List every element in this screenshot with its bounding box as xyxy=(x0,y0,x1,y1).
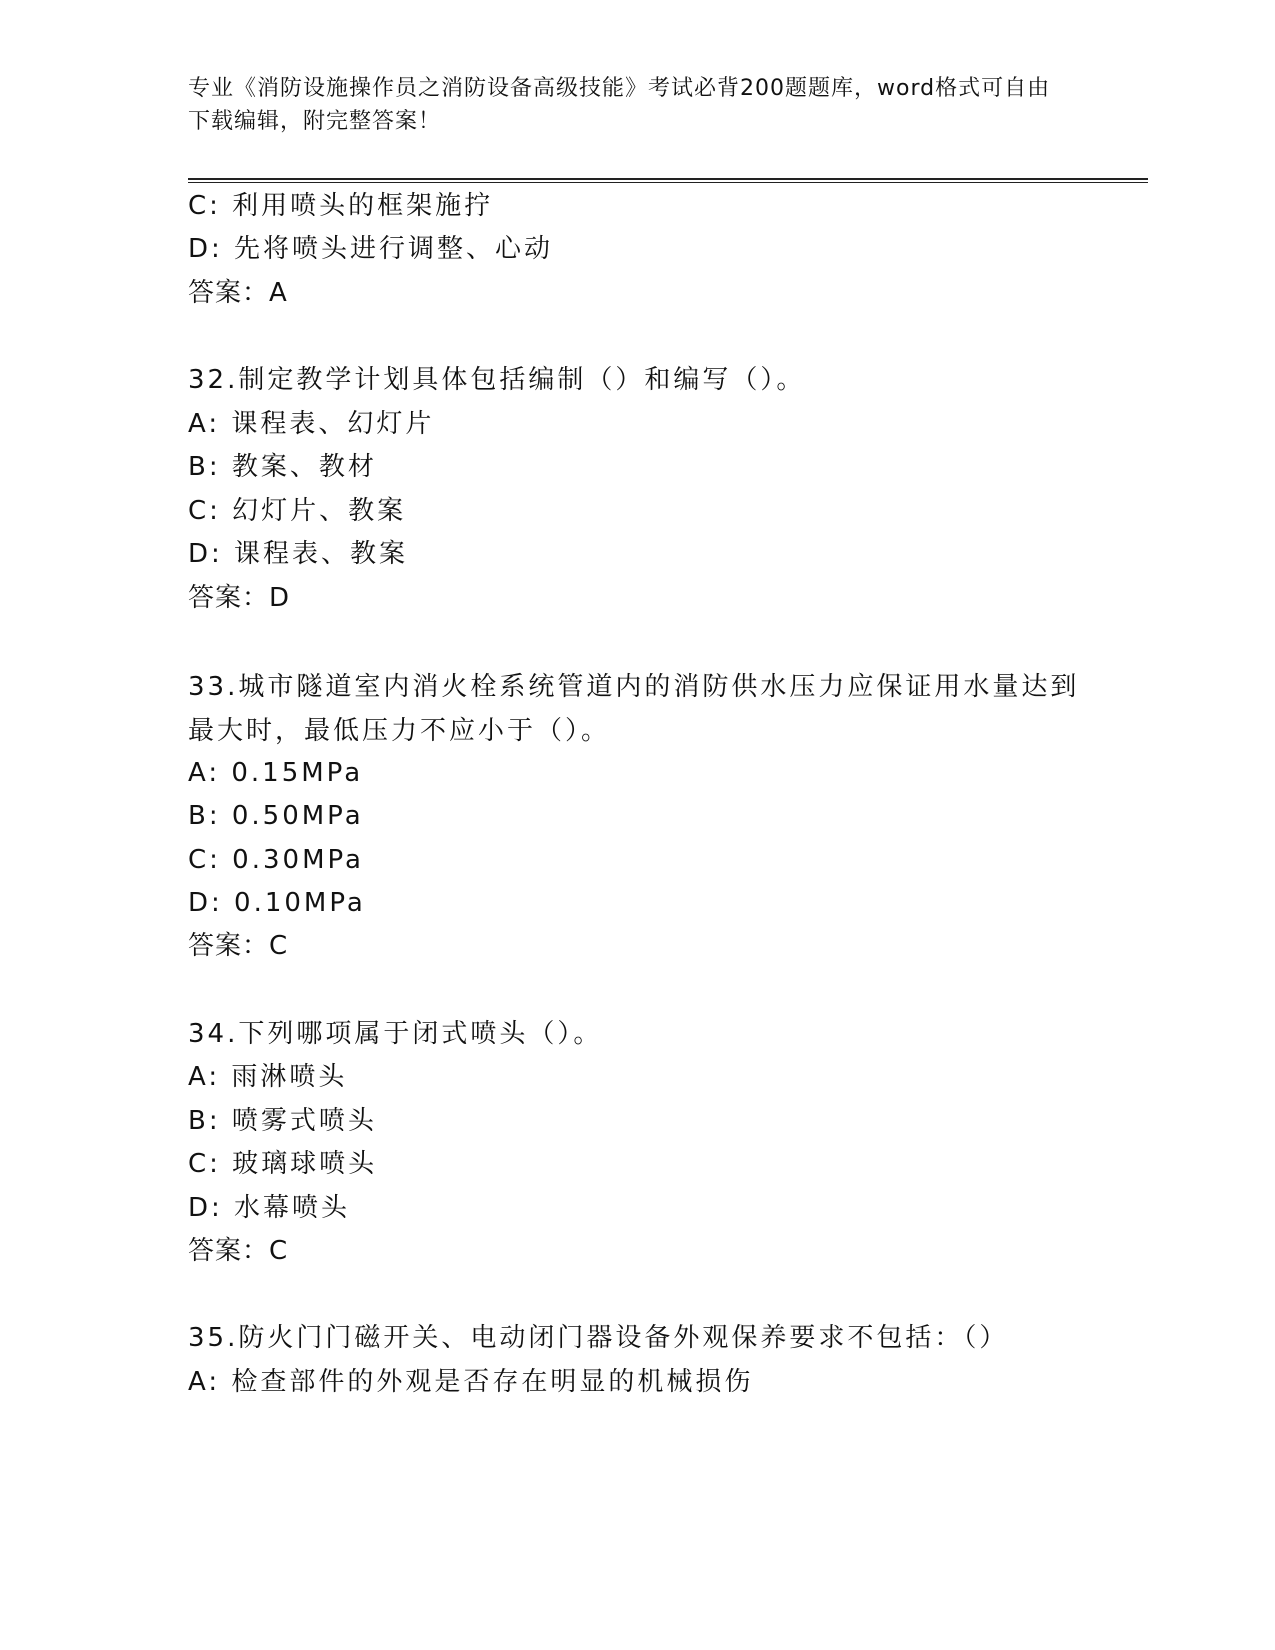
answer: 答案：D xyxy=(188,583,291,613)
option-a: A: 雨淋喷头 xyxy=(188,1062,348,1092)
option-d: D: 水幕喷头 xyxy=(188,1193,351,1223)
option-d: D: 课程表、教案 xyxy=(188,539,409,569)
option-c: C: 玻璃球喷头 xyxy=(188,1149,378,1179)
option-c: C: 0.30MPa xyxy=(188,845,364,875)
option-b: B: 0.50MPa xyxy=(188,801,364,831)
header-divider xyxy=(188,178,1148,183)
option-a: A: 检查部件的外观是否存在明显的机械损伤 xyxy=(188,1367,754,1397)
question-34: 34.下列哪项属于闭式喷头（）。 xyxy=(188,1019,603,1049)
page-header: 专业《消防设施操作员之消防设备高级技能》考试必背200题题库，word格式可自由下载编辑，附完整答案！ xyxy=(188,76,1051,134)
answer: 答案：A xyxy=(188,278,288,308)
question-35: 35.防火门门磁开关、电动闭门器设备外观保养要求不包括：（） xyxy=(188,1323,1009,1353)
option-c: C: 利用喷头的框架施拧 xyxy=(188,191,494,221)
answer: 答案：C xyxy=(188,931,289,961)
option-a: A: 0.15MPa xyxy=(188,758,364,788)
question-33: 33.城市隧道室内消火栓系统管道内的消防供水压力应保证用水量达到最大时，最低压力不应小于（）。 xyxy=(188,672,1080,746)
option-c: C: 幻灯片、教案 xyxy=(188,496,407,526)
answer: 答案：C xyxy=(188,1236,289,1266)
option-b: B: 喷雾式喷头 xyxy=(188,1106,377,1136)
question-32: 32.制定教学计划具体包括编制（）和编写（）。 xyxy=(188,365,806,395)
option-a: A: 课程表、幻灯片 xyxy=(188,409,435,439)
option-d: D: 0.10MPa xyxy=(188,888,366,918)
option-b: B: 教案、教材 xyxy=(188,452,377,482)
option-d: D: 先将喷头进行调整、心动 xyxy=(188,234,554,264)
